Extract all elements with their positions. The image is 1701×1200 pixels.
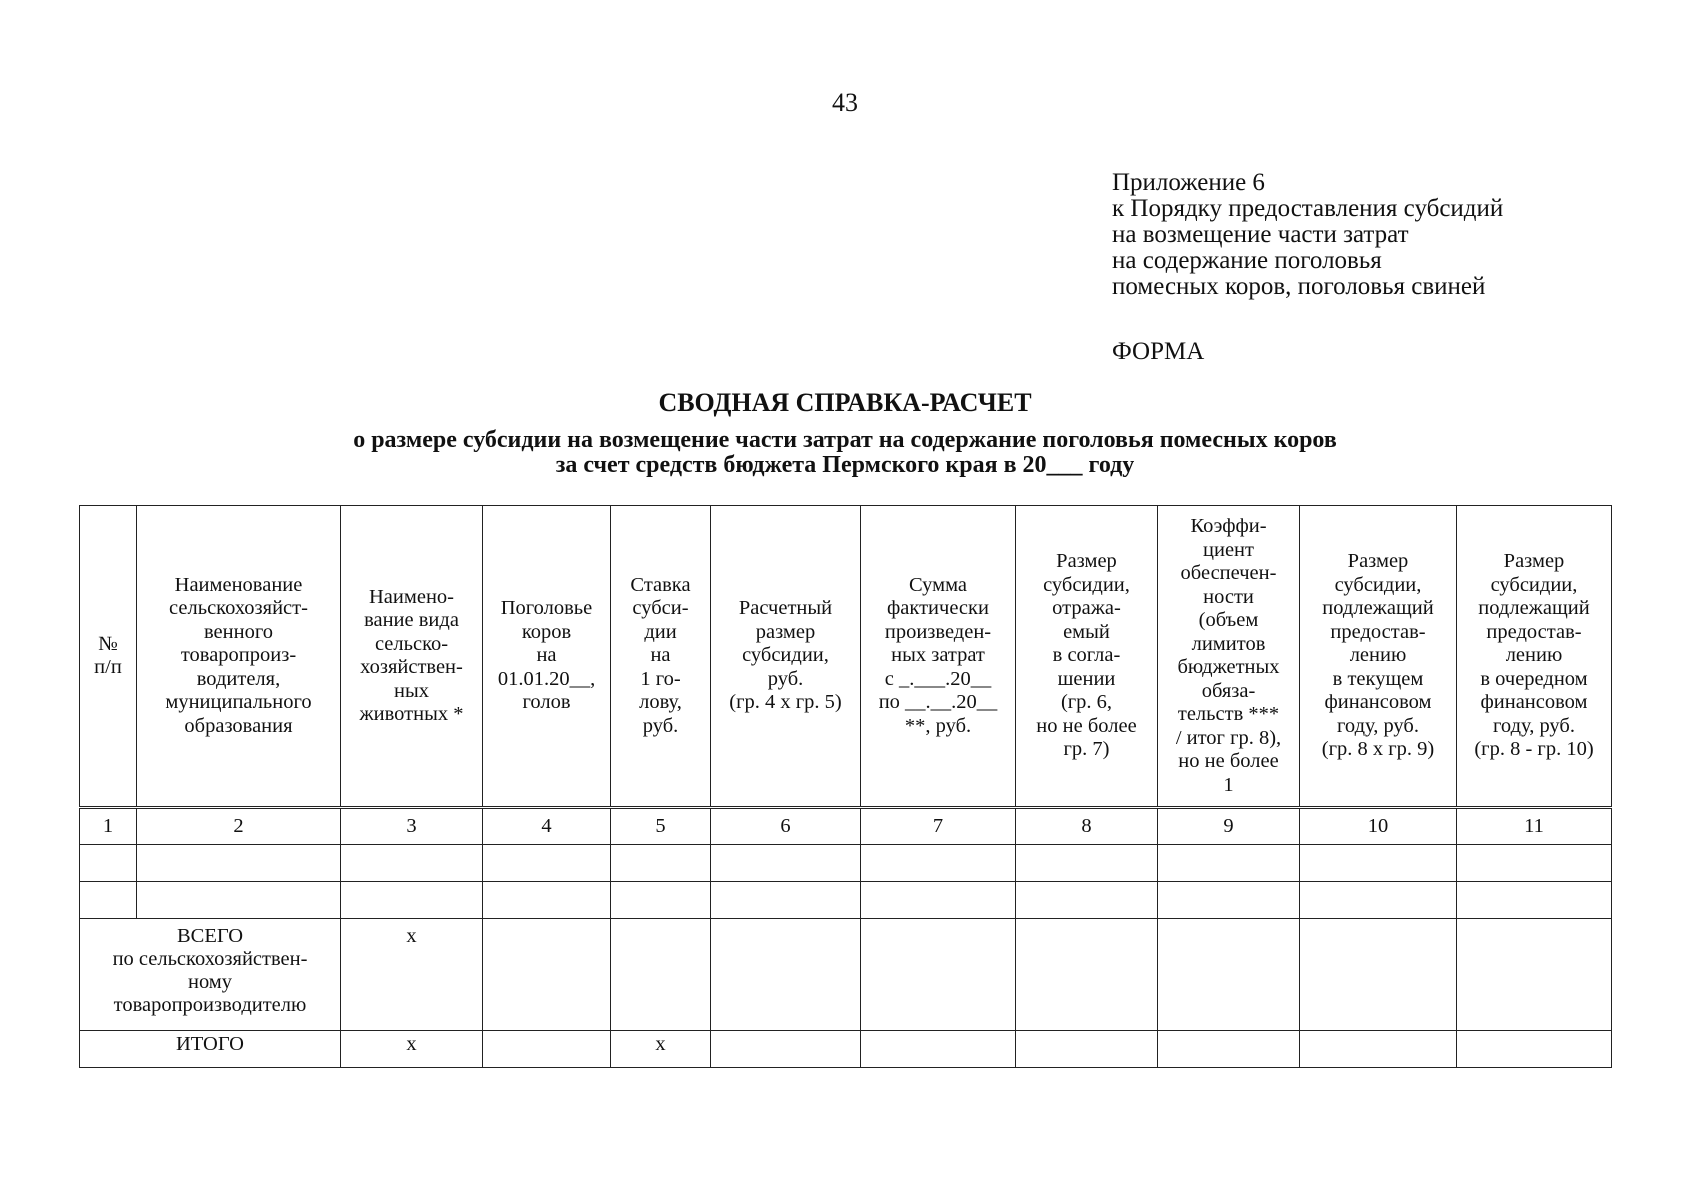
header-line: руб. (767, 667, 804, 690)
column-number-row (80, 808, 1612, 845)
header-line: ности (1203, 585, 1254, 608)
grand-total-row (80, 1031, 1612, 1068)
table-cell (483, 1031, 611, 1068)
header-cell-animal-type (341, 506, 483, 808)
table-cell (1016, 919, 1158, 1031)
table-cell (711, 845, 861, 882)
form-label: ФОРМА (1112, 338, 1205, 365)
header-cell-row-number (80, 506, 137, 808)
column-number: 10 (1300, 808, 1457, 845)
header-line: ных (394, 679, 429, 702)
header-line: с _.___.20__ (884, 667, 992, 690)
header-cell-next-year-subsidy (1457, 506, 1612, 808)
table-cell (1158, 919, 1300, 1031)
table-cell (1300, 919, 1457, 1031)
header-line: подлежащий (1478, 597, 1590, 620)
table-cell (861, 1031, 1016, 1068)
table-cell (1457, 919, 1612, 1031)
header-line: 1 (1223, 773, 1234, 796)
header-line: по __.__.20__ (878, 691, 998, 714)
header-line: животных * (359, 703, 464, 725)
table-cell (1158, 1031, 1300, 1068)
subtitle-line: о размере субсидии на возмещение части затрат на содержание поголовья помесных коров (353, 427, 1337, 453)
header-line: гр. 7) (1063, 738, 1110, 761)
header-cell-producer-name (137, 506, 341, 808)
header-line: но не более (1178, 750, 1279, 772)
header-cell-actual-costs (861, 506, 1016, 808)
header-cell-cow-headcount (483, 506, 611, 808)
subtitle-line: за счет средств бюджета Пермского края в 20___ году (555, 452, 1135, 478)
table-cell (1300, 1031, 1457, 1068)
table-cell (861, 919, 1016, 1031)
column-number: 8 (1016, 808, 1158, 845)
header-line: голов (522, 691, 571, 714)
header-line: субси- (632, 597, 689, 620)
header-line: дии (644, 620, 677, 643)
header-line: товаропроиз- (180, 644, 297, 667)
header-line: (гр. 8 - гр. 10) (1474, 738, 1594, 761)
header-line: 1 го- (640, 667, 681, 690)
appendix-line: Приложение 6 (1112, 169, 1265, 196)
header-line: хозяйствен- (360, 656, 463, 678)
table-row (80, 845, 1612, 882)
table-cell (483, 919, 611, 1031)
table-cell (1016, 845, 1158, 882)
calculation-table (79, 505, 1612, 1068)
header-line: предостав- (1486, 620, 1582, 643)
header-line: Коэффи- (1190, 515, 1267, 537)
table-cell (1300, 882, 1457, 919)
header-line: водителя, (196, 667, 281, 690)
header-line: отража- (1052, 597, 1121, 620)
table-cell (1016, 1031, 1158, 1068)
header-line: (гр. 8 х гр. 9) (1321, 738, 1435, 761)
header-line: Размер (1056, 550, 1117, 573)
header-line: 01.01.20__, (497, 667, 596, 690)
column-number: 5 (611, 808, 711, 845)
label-line: по сельскохозяйствен- (112, 948, 308, 970)
not-applicable-mark: х (341, 1031, 483, 1068)
header-line: субсидии, (1043, 573, 1130, 596)
table-cell (137, 845, 341, 882)
header-row (80, 506, 1612, 808)
header-cell-agreement-subsidy (1016, 506, 1158, 808)
header-line: Размер (1347, 550, 1409, 573)
appendix-line: к Порядку предоставления субсидий (1112, 195, 1504, 222)
header-line: **, руб. (904, 714, 972, 737)
header-line: бюджетных (1177, 656, 1280, 678)
table-row (80, 882, 1612, 919)
table-cell (137, 882, 341, 919)
header-line: субсидии, (1490, 573, 1578, 596)
label-line: товаропроизводителю (113, 994, 307, 1016)
column-number: 4 (483, 808, 611, 845)
header-line: размер (755, 620, 816, 643)
header-line: емый (1063, 620, 1110, 643)
header-line: лению (1505, 644, 1563, 667)
header-line: венного (204, 620, 273, 643)
header-line: циент (1203, 538, 1254, 561)
table-cell (483, 845, 611, 882)
header-line: (объем (1198, 609, 1259, 631)
header-line: субсидии, (1334, 573, 1422, 596)
header-line: Расчетный (738, 597, 833, 620)
header-line: / итог гр. 8), (1175, 726, 1282, 749)
header-line: Наименование (174, 573, 303, 596)
label-line: ВСЕГО (176, 925, 243, 947)
table-cell (611, 845, 711, 882)
header-line: произведен- (884, 620, 992, 643)
table-cell (1457, 845, 1612, 882)
column-number: 6 (711, 808, 861, 845)
label-line: ному (187, 971, 233, 993)
header-line: но не более (1036, 714, 1137, 737)
column-number: 2 (137, 808, 341, 845)
header-line: году, руб. (1337, 714, 1419, 737)
header-line: предостав- (1330, 620, 1426, 643)
header-line: тельств *** (1177, 703, 1280, 725)
table-cell (1016, 882, 1158, 919)
table-cell (483, 882, 611, 919)
header-cell-coverage-ratio (1158, 506, 1300, 808)
header-line: ных затрат (891, 644, 985, 667)
table-cell (611, 919, 711, 1031)
header-line: году, руб. (1493, 714, 1575, 737)
grand-total-label: ИТОГО (80, 1031, 341, 1068)
appendix-reference (1112, 170, 1503, 300)
header-line: сельско- (374, 632, 449, 655)
header-cell-subsidy-rate (611, 506, 711, 808)
table-cell (1457, 1031, 1612, 1068)
header-line: Размер (1503, 550, 1565, 573)
appendix-line: на содержание поголовья (1112, 247, 1382, 274)
table-cell (1158, 845, 1300, 882)
table-cell (341, 845, 483, 882)
column-number: 7 (861, 808, 1016, 845)
column-number: 3 (341, 808, 483, 845)
page-number: 43 (832, 88, 858, 117)
table-cell (861, 845, 1016, 882)
header-line: в текущем (1332, 667, 1424, 690)
table-cell (1300, 845, 1457, 882)
header-line: на (536, 644, 557, 667)
table-cell (1457, 882, 1612, 919)
column-number: 1 (80, 808, 137, 845)
header-cell-calculated-subsidy (711, 506, 861, 808)
appendix-line: на возмещение части затрат (1112, 221, 1409, 248)
table-cell (1158, 882, 1300, 919)
header-line: № (98, 632, 118, 655)
table-cell (861, 882, 1016, 919)
header-line: обеспечен- (1180, 562, 1277, 584)
column-number: 11 (1457, 808, 1612, 845)
header-line: руб. (642, 714, 679, 737)
header-line: вание вида (364, 609, 459, 631)
table-cell (711, 882, 861, 919)
header-line: в согла- (1052, 644, 1121, 667)
header-line: Наимено- (369, 585, 454, 608)
table-cell (711, 1031, 861, 1068)
table-cell (341, 882, 483, 919)
header-line: (гр. 6, (1060, 691, 1113, 714)
header-line: обяза- (1201, 679, 1256, 702)
header-line: образования (184, 714, 293, 737)
header-cell-current-year-subsidy (1300, 506, 1457, 808)
producer-total-label (80, 919, 341, 1031)
header-line: коров (521, 620, 572, 643)
table-cell (80, 845, 137, 882)
not-applicable-mark: х (341, 919, 483, 1031)
table-cell (80, 882, 137, 919)
document-title: СВОДНАЯ СПРАВКА-РАСЧЕТ (658, 388, 1032, 417)
column-number: 9 (1158, 808, 1300, 845)
table-cell (711, 919, 861, 1031)
document-subtitle (0, 428, 1690, 478)
not-applicable-mark: х (611, 1031, 711, 1068)
header-line: Ставка (630, 573, 691, 596)
header-line: в очередном (1480, 667, 1588, 690)
header-line: фактически (887, 597, 989, 620)
header-line: лимитов (1191, 632, 1266, 655)
header-line: финансовом (1324, 691, 1432, 714)
header-line: финансовом (1480, 691, 1588, 714)
header-line: сельскохозяйст- (169, 597, 308, 620)
header-line: лению (1349, 644, 1407, 667)
table-cell (611, 882, 711, 919)
header-line: лову, (639, 691, 682, 714)
header-line: субсидии, (742, 644, 829, 667)
header-line: подлежащий (1322, 597, 1434, 620)
header-line: (гр. 4 х гр. 5) (729, 691, 842, 714)
producer-total-row (80, 919, 1612, 1031)
appendix-line: помесных коров, поголовья свиней (1112, 273, 1486, 300)
header-line: на (650, 644, 671, 667)
header-line: шении (1057, 667, 1116, 690)
header-line: Сумма (908, 573, 968, 596)
header-line: п/п (94, 656, 122, 678)
header-line: Поголовье (500, 597, 593, 620)
header-line: муниципального (165, 691, 312, 714)
